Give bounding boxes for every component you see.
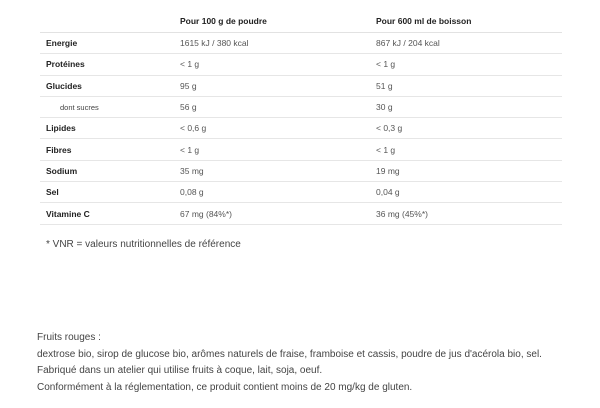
value-per-600ml: < 1 g	[370, 139, 562, 160]
value-per-600ml: 30 g	[370, 96, 562, 117]
nutrient-name: Fibres	[40, 139, 174, 160]
ingredients-title: Fruits rouges :	[37, 332, 101, 343]
value-per-100g: < 0,6 g	[174, 118, 370, 139]
nutrient-name: Vitamine C	[40, 203, 174, 224]
value-per-600ml: 36 mg (45%*)	[370, 203, 562, 224]
value-per-600ml: 51 g	[370, 75, 562, 96]
ingredients-list: dextrose bio, sirop de glucose bio, arômes naturels de fraise, framboise et cassis, poudre de jus d'acérola bio, sel.	[37, 348, 542, 360]
nutrient-name: Glucides	[40, 75, 174, 96]
value-per-100g: 67 mg (84%*)	[174, 203, 370, 224]
table-header-per-100g: Pour 100 g de poudre	[174, 10, 370, 33]
table-row	[40, 75, 562, 96]
value-per-600ml: < 1 g	[370, 54, 562, 75]
value-per-100g: 0,08 g	[174, 182, 370, 203]
value-per-600ml: 19 mg	[370, 160, 562, 181]
nutrient-name: Protéines	[40, 54, 174, 75]
value-per-600ml: < 0,3 g	[370, 118, 562, 139]
ingredients-block	[37, 330, 597, 396]
nutrient-name: Lipides	[40, 118, 174, 139]
value-per-100g: 95 g	[174, 75, 370, 96]
value-per-600ml: 0,04 g	[370, 182, 562, 203]
nutrient-name: Sel	[40, 182, 174, 203]
table-row	[40, 182, 562, 203]
allergen-notice: Fabriqué dans un atelier qui utilise fruits à coque, lait, soja, oeuf.	[37, 365, 323, 376]
value-per-100g: 1615 kJ / 380 kcal	[174, 33, 370, 54]
table-row	[40, 203, 562, 224]
nutrient-name: Energie	[40, 33, 174, 54]
value-per-100g: < 1 g	[174, 54, 370, 75]
table-header-nutrient	[40, 10, 174, 33]
nutrition-table	[40, 10, 562, 225]
nutrient-name: Sodium	[40, 160, 174, 181]
table-row	[40, 139, 562, 160]
table-header-row	[40, 10, 562, 33]
table-row	[40, 118, 562, 139]
table-row	[40, 54, 562, 75]
table-row	[40, 96, 562, 117]
gluten-notice: Conformément à la réglementation, ce produit contient moins de 20 mg/kg de gluten.	[37, 381, 413, 393]
nutrient-name: dont sucres	[40, 96, 174, 117]
table-header-per-600ml: Pour 600 ml de boisson	[370, 10, 562, 33]
value-per-100g: < 1 g	[174, 139, 370, 160]
table-row	[40, 33, 562, 54]
value-per-600ml: 867 kJ / 204 kcal	[370, 33, 562, 54]
value-per-100g: 35 mg	[174, 160, 370, 181]
table-row	[40, 160, 562, 181]
footnote: * VNR = valeurs nutritionnelles de référence	[46, 239, 241, 250]
value-per-100g: 56 g	[174, 96, 370, 117]
table-body	[40, 33, 562, 225]
